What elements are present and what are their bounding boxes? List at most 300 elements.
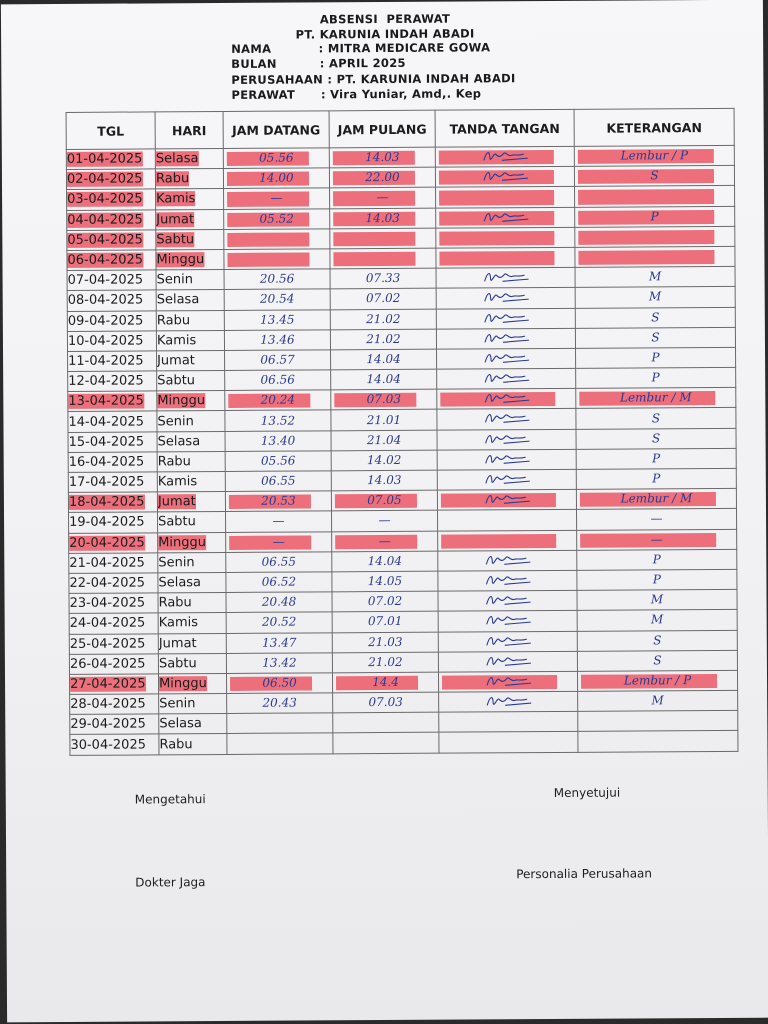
col-header-keterangan: KETERANGAN [574, 108, 734, 146]
jam-pulang-cell [332, 652, 438, 673]
signature-icon [482, 148, 532, 164]
date-cell [68, 492, 157, 513]
keterangan-value: S [651, 410, 661, 425]
keterangan-cell [577, 589, 737, 610]
date-cell [69, 573, 158, 594]
day-value: Kamis [156, 191, 196, 207]
jam-datang-cell [223, 168, 329, 189]
date-cell [67, 290, 156, 311]
day-value: Jumat [157, 494, 196, 510]
day-cell [156, 229, 224, 250]
jam-datang-value: 13.52 [260, 413, 296, 428]
jam-datang-cell [225, 350, 331, 371]
jam-datang-cell [227, 713, 333, 734]
date-value: 26-04-2025 [69, 656, 146, 672]
keterangan-cell [576, 388, 736, 409]
day-cell [158, 613, 226, 634]
highlight-mark [333, 252, 415, 267]
date-cell [70, 714, 159, 735]
col-header-tanda-tangan: TANDA TANGAN [435, 109, 574, 147]
keterangan-value: P [650, 208, 659, 224]
date-value: 29-04-2025 [70, 716, 146, 733]
jam-pulang-value: 14.4 [372, 674, 399, 690]
jam-datang-cell [226, 592, 332, 613]
highlight-mark [227, 192, 309, 207]
jam-datang-cell [224, 309, 330, 330]
signature-cell [438, 590, 577, 611]
day-cell [158, 572, 226, 593]
jam-datang-value: — [270, 191, 283, 206]
keterangan-value: P [651, 370, 660, 385]
day-value: Selasa [157, 433, 201, 450]
day-cell [158, 673, 226, 694]
date-value: 05-04-2025 [67, 232, 143, 248]
col-header-tgl: TGL [66, 112, 155, 150]
keterangan-value: Lembur / P [623, 673, 692, 688]
jam-pulang-cell [332, 531, 438, 552]
keterangan-value: — [650, 531, 663, 547]
date-cell [69, 512, 158, 533]
date-value: 01-04-2025 [66, 151, 143, 168]
jam-datang-value: — [272, 514, 285, 529]
jam-pulang-value: 21.02 [366, 311, 401, 326]
jam-datang-value: 06.50 [262, 675, 297, 690]
day-cell [157, 371, 225, 392]
day-value: Selasa [155, 151, 199, 167]
col-header-jam-datang: JAM DATANG [223, 111, 329, 149]
jam-datang-cell [224, 188, 330, 209]
signature-cell [437, 389, 576, 410]
jam-datang-value: 20.48 [261, 594, 297, 609]
keterangan-cell [577, 549, 737, 570]
jam-pulang-cell [332, 591, 438, 612]
keterangan-value: Lembur / M [619, 390, 692, 405]
jam-datang-value: 20.54 [259, 291, 295, 307]
date-cell [69, 633, 158, 654]
date-value: 21-04-2025 [69, 555, 145, 571]
jam-datang-cell [225, 451, 331, 472]
date-value: 19-04-2025 [69, 514, 145, 531]
jam-pulang-value: 21.01 [366, 412, 402, 427]
jam-pulang-cell [330, 309, 436, 330]
signature-icon [483, 269, 533, 285]
jam-datang-cell [224, 208, 330, 229]
day-cell [156, 270, 224, 291]
jam-datang-value: 13.45 [260, 312, 295, 327]
jam-pulang-value: 21.02 [368, 654, 403, 669]
mengetahui-label: Mengetahui [134, 792, 206, 807]
date-cell [69, 593, 158, 614]
keterangan-cell [574, 166, 734, 187]
jam-pulang-cell [332, 571, 438, 592]
jam-datang-cell [226, 531, 332, 552]
keterangan-cell [578, 731, 738, 752]
field-value: : MITRA MEDICARE GOWA [318, 40, 491, 56]
jam-pulang-value: 14.04 [366, 372, 401, 387]
day-cell [156, 330, 224, 351]
date-cell [69, 654, 158, 675]
jam-pulang-value: 07.03 [366, 392, 402, 407]
highlight-mark [578, 169, 714, 184]
signature-cell [435, 146, 574, 167]
highlight-mark [578, 189, 714, 204]
date-value: 04-04-2025 [67, 212, 143, 228]
field-nama [231, 40, 490, 56]
field-label: PERAWAT [231, 87, 321, 102]
signature-icon [483, 310, 533, 326]
jam-datang-cell [225, 390, 331, 411]
jam-pulang-value: 07.02 [367, 594, 403, 609]
signature-icon [484, 431, 534, 447]
day-cell [159, 694, 227, 715]
keterangan-cell [576, 367, 736, 388]
day-cell [157, 471, 225, 492]
highlight-mark [439, 231, 554, 246]
signature-cell [437, 510, 576, 531]
date-value: 17-04-2025 [68, 474, 145, 491]
jam-pulang-cell [332, 672, 438, 693]
signature-icon [485, 633, 535, 649]
keterangan-cell [577, 630, 737, 651]
highlight-mark [580, 533, 716, 548]
keterangan-cell [574, 145, 734, 166]
signature-cell [439, 732, 578, 753]
jam-pulang-cell [333, 733, 439, 754]
keterangan-cell [577, 650, 737, 671]
day-cell [155, 148, 223, 169]
jam-pulang-cell [329, 147, 435, 168]
date-value: 13-04-2025 [68, 393, 144, 410]
signature-cell [438, 530, 577, 551]
jam-pulang-value: 07.33 [365, 271, 401, 286]
day-value: Rabu [157, 454, 191, 470]
keterangan-cell [577, 569, 737, 590]
jam-datang-cell [223, 148, 329, 169]
signature-icon [483, 330, 533, 346]
signature-icon [483, 370, 533, 386]
signature-cell [437, 409, 576, 430]
jam-pulang-value: 22.00 [365, 170, 400, 185]
jam-datang-cell [226, 552, 332, 573]
menyetujui-label: Menyetujui [553, 785, 621, 800]
day-cell [155, 169, 223, 190]
keterangan-cell [575, 266, 735, 287]
signature-cell [437, 469, 576, 490]
jam-datang-value: 14.00 [259, 170, 294, 186]
highlight-mark [441, 534, 556, 549]
day-value: Minggu [159, 676, 207, 692]
day-cell [158, 633, 226, 654]
signature-icon [483, 390, 533, 406]
signature-cell [438, 611, 577, 632]
jam-datang-value: 20.24 [260, 392, 296, 408]
signature-cell [435, 167, 574, 188]
day-cell [156, 249, 224, 270]
day-value: Minggu [158, 534, 207, 551]
day-value: Senin [156, 272, 193, 288]
day-cell [158, 593, 226, 614]
date-value: 11-04-2025 [68, 353, 144, 369]
signature-icon [483, 350, 533, 366]
jam-pulang-cell [331, 450, 437, 471]
highlight-mark [333, 232, 415, 247]
jam-pulang-cell [332, 611, 438, 632]
signature-cell [438, 631, 577, 652]
date-value: 16-04-2025 [68, 454, 145, 470]
field-label: BULAN [231, 56, 320, 71]
date-value: 24-04-2025 [69, 615, 146, 632]
jam-datang-cell [225, 471, 331, 492]
keterangan-value: M [650, 592, 664, 607]
date-cell [68, 472, 157, 493]
date-cell [67, 331, 156, 352]
keterangan-value: P [652, 572, 661, 587]
date-value: 18-04-2025 [68, 494, 145, 511]
jam-datang-value: 13.40 [260, 433, 296, 448]
day-value: Selasa [158, 575, 202, 591]
date-cell [69, 553, 158, 574]
col-header-hari: HARI [155, 111, 223, 148]
attendance-sheet [1, 0, 768, 1022]
date-value: 15-04-2025 [68, 434, 145, 450]
jam-pulang-value: 14.03 [367, 472, 402, 488]
keterangan-cell [575, 226, 735, 247]
jam-pulang-value: 14.04 [367, 553, 403, 568]
jam-datang-cell [226, 511, 332, 532]
dokter-jaga-label: Dokter Jaga [135, 875, 206, 890]
date-cell [68, 452, 157, 473]
signature-cell [439, 691, 578, 712]
jam-pulang-cell [331, 389, 437, 410]
jam-pulang-cell [331, 430, 437, 451]
keterangan-value: S [650, 168, 659, 183]
day-value: Sabtu [158, 655, 197, 672]
signature-icon [483, 289, 533, 305]
sheet-title: ABSENSI PERAWAT [319, 11, 451, 27]
jam-pulang-value: — [378, 513, 391, 528]
jam-datang-cell [225, 430, 331, 451]
date-cell [68, 391, 157, 412]
day-cell [156, 189, 224, 210]
keterangan-cell [576, 468, 736, 489]
keterangan-cell [576, 428, 736, 449]
keterangan-cell [575, 287, 735, 308]
day-cell [156, 310, 224, 331]
day-value: Rabu [158, 595, 192, 611]
jam-datang-value: 06.55 [261, 554, 297, 569]
day-cell [158, 512, 226, 533]
keterangan-value: — [650, 511, 663, 526]
signature-icon [485, 693, 535, 709]
date-cell [70, 694, 159, 715]
signature-icon [485, 653, 535, 669]
jam-datang-value: 20.56 [259, 271, 295, 286]
jam-pulang-cell [331, 410, 437, 431]
highlight-mark [333, 191, 415, 206]
signature-cell [436, 207, 575, 228]
date-value: 03-04-2025 [67, 191, 143, 208]
day-value: Sabtu [157, 373, 196, 389]
jam-datang-cell [224, 289, 330, 310]
keterangan-cell [577, 610, 737, 631]
date-cell [69, 613, 158, 634]
keterangan-cell [576, 489, 736, 510]
date-value: 10-04-2025 [67, 333, 144, 349]
jam-datang-cell [226, 653, 332, 674]
field-bulan [231, 56, 406, 71]
jam-datang-cell [224, 249, 330, 270]
date-value: 07-04-2025 [67, 272, 144, 289]
jam-pulang-value: 21.04 [366, 432, 402, 447]
jam-pulang-value: 21.03 [368, 634, 403, 649]
jam-datang-cell [226, 632, 332, 653]
day-cell [157, 391, 225, 412]
date-cell [67, 250, 156, 271]
day-value: Senin [158, 555, 195, 571]
jam-pulang-cell [331, 490, 437, 511]
signature-cell [438, 651, 577, 672]
date-value: 02-04-2025 [66, 171, 143, 188]
day-value: Kamis [156, 332, 197, 349]
signature-icon [484, 451, 534, 467]
personalia-label: Personalia Perusahaan [516, 866, 653, 882]
jam-pulang-cell [332, 632, 438, 653]
day-value: Senin [157, 413, 194, 429]
signature-icon [482, 168, 532, 184]
field-perawat [231, 86, 481, 102]
day-value: Rabu [159, 736, 193, 752]
col-header-jam-pulang: JAM PULANG [329, 110, 435, 148]
jam-pulang-cell [333, 712, 439, 733]
keterangan-cell [578, 711, 738, 732]
jam-pulang-value: 07.01 [367, 614, 403, 629]
jam-pulang-cell [333, 692, 439, 713]
day-value: Selasa [159, 716, 202, 732]
jam-pulang-cell [330, 248, 436, 269]
jam-datang-cell [224, 330, 330, 351]
jam-datang-value: — [272, 534, 285, 549]
table-header-row [66, 108, 734, 149]
jam-pulang-cell [330, 228, 436, 249]
signature-cell [438, 550, 577, 571]
day-value: Senin [159, 696, 196, 712]
signature-icon [485, 673, 535, 689]
field-value: : Vira Yuniar, Amd,. Kep [320, 86, 482, 102]
date-cell [67, 209, 156, 230]
keterangan-value: S [651, 431, 661, 446]
jam-datang-value: 20.53 [261, 493, 296, 509]
field-value: : APRIL 2025 [319, 55, 406, 71]
jam-pulang-cell [331, 349, 437, 370]
signature-cell [437, 449, 576, 470]
attendance-table [66, 108, 739, 756]
jam-pulang-cell [330, 268, 436, 289]
keterangan-value: Lembur / P [620, 148, 689, 163]
jam-pulang-value: 14.02 [366, 452, 402, 468]
keterangan-value: P [651, 350, 660, 365]
jam-datang-cell [224, 229, 330, 250]
day-cell [158, 552, 226, 573]
signature-icon [485, 612, 535, 628]
signature-icon [484, 592, 534, 608]
jam-pulang-value: 14.03 [365, 149, 400, 165]
keterangan-value: S [653, 653, 662, 668]
jam-pulang-value: 14.04 [366, 351, 401, 367]
date-value: 14-04-2025 [68, 414, 145, 430]
highlight-mark [578, 210, 714, 225]
signature-cell [436, 247, 575, 268]
signature-cell [437, 348, 576, 369]
day-value: Kamis [158, 615, 199, 631]
keterangan-cell [575, 327, 735, 348]
keterangan-value: Lembur / M [620, 491, 693, 506]
jam-pulang-cell [332, 511, 438, 532]
keterangan-cell [575, 246, 735, 267]
jam-pulang-value: 07.02 [365, 291, 401, 306]
date-value: 28-04-2025 [70, 696, 146, 713]
jam-datang-value: 20.43 [262, 695, 297, 710]
keterangan-value: M [648, 289, 662, 304]
signature-cell [436, 308, 575, 329]
day-value: Sabtu [156, 232, 195, 248]
jam-pulang-value: 14.03 [365, 210, 400, 225]
signature-cell [436, 267, 575, 288]
date-cell [67, 270, 156, 291]
keterangan-value: S [651, 330, 660, 345]
jam-pulang-value: 21.02 [366, 331, 401, 346]
keterangan-cell [577, 529, 737, 550]
date-cell [68, 411, 157, 432]
highlight-mark [335, 534, 417, 549]
signature-icon [483, 411, 533, 427]
date-value: 27-04-2025 [70, 676, 146, 692]
day-cell [158, 532, 226, 553]
jam-datang-cell [225, 410, 331, 431]
date-value: 30-04-2025 [70, 736, 147, 753]
date-value: 25-04-2025 [69, 636, 146, 652]
date-cell [66, 149, 155, 170]
signature-icon [484, 572, 534, 588]
jam-pulang-cell [330, 288, 436, 309]
table-row [70, 731, 738, 755]
day-cell [156, 290, 224, 311]
jam-pulang-value: 07.03 [368, 695, 403, 710]
jam-pulang-value: 14.05 [367, 573, 403, 589]
day-value: Rabu [155, 171, 190, 187]
jam-datang-cell [225, 370, 331, 391]
jam-datang-cell [227, 693, 333, 714]
jam-pulang-cell [331, 369, 437, 390]
jam-pulang-value: — [378, 533, 391, 548]
date-value: 20-04-2025 [69, 535, 145, 551]
date-cell [69, 532, 158, 553]
date-cell [67, 189, 156, 210]
day-value: Rabu [156, 312, 191, 328]
jam-pulang-cell [329, 167, 435, 188]
signature-cell [437, 490, 576, 511]
day-cell [159, 714, 227, 735]
jam-pulang-cell [331, 470, 437, 491]
jam-datang-cell [224, 269, 330, 290]
highlight-mark [227, 252, 309, 267]
date-value: 22-04-2025 [69, 575, 146, 591]
keterangan-cell [575, 307, 735, 328]
keterangan-cell [576, 509, 736, 530]
jam-datang-value: 13.42 [262, 655, 297, 670]
date-value: 23-04-2025 [69, 595, 146, 612]
signature-icon [482, 209, 532, 225]
keterangan-cell [577, 670, 737, 691]
